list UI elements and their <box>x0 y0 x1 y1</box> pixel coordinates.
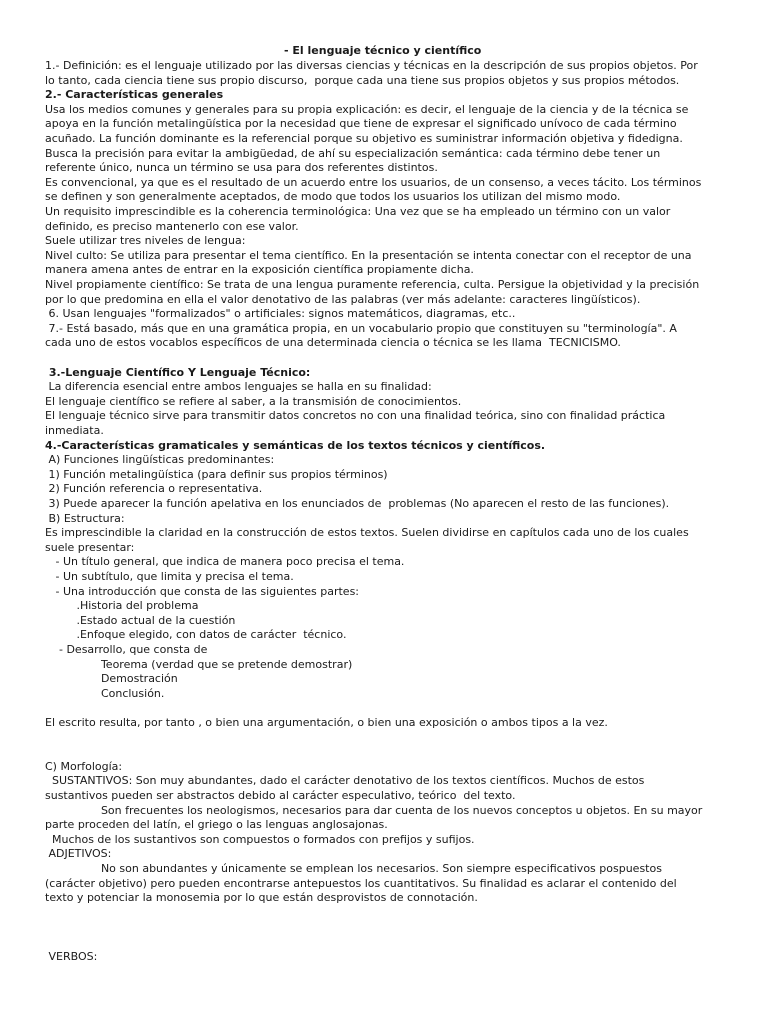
text-line: El escrito resulta, por tanto , o bien una argumentación, o bien una exposición o ambos tipos a la vez. <box>45 716 608 729</box>
text-line: 1.- Definición: es el lenguaje utilizado por las diversas ciencias y técnicas en la descripción de sus propios objetos. Por <box>45 59 698 72</box>
text-line: - Una introducción que consta de las siguientes partes: <box>45 584 359 598</box>
text-line: Conclusión. <box>45 686 165 700</box>
text-line: apoya en la función metalingüística por la necesidad que tiene de expresar el significado unívoco de cada término <box>45 117 677 131</box>
text-line: VERBOS: <box>45 949 98 963</box>
text-line: - Desarrollo, que consta de <box>45 643 208 656</box>
text-line: por lo que predomina en ella el valor denotativo de las palabras (ver más adelante: caracteres lingüísticos). <box>45 292 641 306</box>
text-line: Teorema (verdad que se pretende demostrar) <box>45 657 353 671</box>
text-line: A) Funciones lingüísticas predominantes: <box>45 453 275 467</box>
text-line: Son frecuentes los neologismos, necesarios para dar cuenta de los nuevos conceptos u objetos. En su mayor <box>45 803 703 817</box>
text-line: referente único, nunca un término se usa para dos referentes distintos. <box>45 161 438 175</box>
text-line: texto y potenciar la monosemia por lo que están desprovistos de connotación. <box>45 891 478 905</box>
text-line: .Estado actual de la cuestión <box>45 613 236 627</box>
text-line: acuñado. La función dominante es la referencial porque su objetivo es suministrar información objetiva y fidedigna. <box>45 132 683 145</box>
text-line: El lenguaje técnico sirve para transmitir datos concretos no con una finalidad teórica, sino con finalidad práctica <box>45 409 666 423</box>
text-line: .Historia del problema <box>45 599 199 613</box>
text-line: Nivel propiamente científico: Se trata de una lengua puramente referencia, culta. Persigue la objetividad y la precisión <box>45 278 700 291</box>
document-title: - El lenguaje técnico y científico <box>284 44 482 57</box>
text-line: ADJETIVOS: <box>45 847 112 861</box>
section-heading: 3.-Lenguaje Científico Y Lenguaje Técnico: <box>45 365 311 379</box>
text-line: inmediata. <box>45 424 104 437</box>
text-line: lo tanto, cada ciencia tiene sus propio discurso, porque cada una tiene sus propios objetos y sus propios métodos. <box>45 73 680 87</box>
text-line: Busca la precisión para evitar la ambigüedad, de ahí su especialización semántica: cada término debe tener un <box>45 146 661 160</box>
text-line: B) Estructura: <box>45 511 125 525</box>
text-line: SUSTANTIVOS: Son muy abundantes, dado el carácter denotativo de los textos científicos. Muchos de estos <box>45 774 645 788</box>
text-line: suele presentar: <box>45 540 135 554</box>
text-line: manera amena antes de entrar en la exposición científica propiamente dicha. <box>45 263 474 277</box>
text-line: 3) Puede aparecer la función apelativa en los enunciados de problemas (No aparecen el resto de las funciones). <box>45 497 670 510</box>
text-line: - Un subtítulo, que limita y precisa el tema. <box>45 570 294 583</box>
text-line: 7.- Está basado, más que en una gramática propia, en un vocabulario propio que constituyen su "terminología". A <box>45 321 677 335</box>
section-heading: 2.- Características generales <box>45 88 224 102</box>
text-line: (carácter objetivo) pero pueden encontrarse antepuestos los cuantitativos. Su finalidad es aclarar el contenido del <box>45 876 677 890</box>
text-line: No son abundantes y únicamente se emplean los necesarios. Son siempre especificativos pospuestos <box>45 862 662 875</box>
text-line: Un requisito imprescindible es la coherencia terminológica: Una vez que se ha empleado un término con un valor <box>45 205 671 218</box>
text-line: 1) Función metalingüística (para definir sus propios términos) <box>45 467 388 481</box>
text-line: Suele utilizar tres niveles de lengua: <box>45 234 246 248</box>
text-line: .Enfoque elegido, con datos de carácter técnico. <box>45 628 347 642</box>
text-line: Demostración <box>45 672 178 686</box>
text-line: Es convencional, ya que es el resultado de un acuerdo entre los usuarios, de un consenso, a veces tácito. Los términos <box>45 175 702 189</box>
text-line: - Un título general, que indica de manera poco precisa el tema. <box>45 555 405 569</box>
text-line: definido, es preciso mantenerlo con ese valor. <box>45 219 299 233</box>
text-line: C) Morfología: <box>45 759 123 773</box>
text-line: 6. Usan lenguajes "formalizados" o artificiales: signos matemáticos, diagramas, etc.. <box>45 307 516 321</box>
text-line: Muchos de los sustantivos son compuestos o formados con prefijos y sufijos. <box>45 832 475 846</box>
section-heading: 4.-Características gramaticales y semánticas de los textos técnicos y científicos. <box>45 438 546 452</box>
text-line: Usa los medios comunes y generales para su propia explicación: es decir, el lenguaje de la ciencia y de la técnica se <box>45 102 689 116</box>
text-line: El lenguaje científico se refiere al saber, a la transmisión de conocimientos. <box>45 394 462 408</box>
text-line: 2) Función referencia o representativa. <box>45 482 263 496</box>
text-line: se definen y son generalmente aceptados, de modo que todos los usuarios los utilizan del mismo modo. <box>45 190 621 204</box>
text-line: Es imprescindible la claridad en la construcción de estos textos. Suelen dividirse en capítulos cada uno de los cuales <box>45 526 689 540</box>
text-line: cada uno de estos vocablos específicos de una determinada ciencia o técnica se les llama TECNICISMO. <box>45 336 621 350</box>
text-line: La diferencia esencial entre ambos lenguajes se halla en su finalidad: <box>45 380 432 394</box>
text-line: parte proceden del latín, el griego o las lenguas anglosajonas. <box>45 818 388 832</box>
text-line: Nivel culto: Se utiliza para presentar el tema científico. En la presentación se intenta conectar con el receptor de una <box>45 248 692 262</box>
text-line: sustantivos pueden ser abstractos debido al carácter especulativo, teórico del texto. <box>45 789 516 802</box>
